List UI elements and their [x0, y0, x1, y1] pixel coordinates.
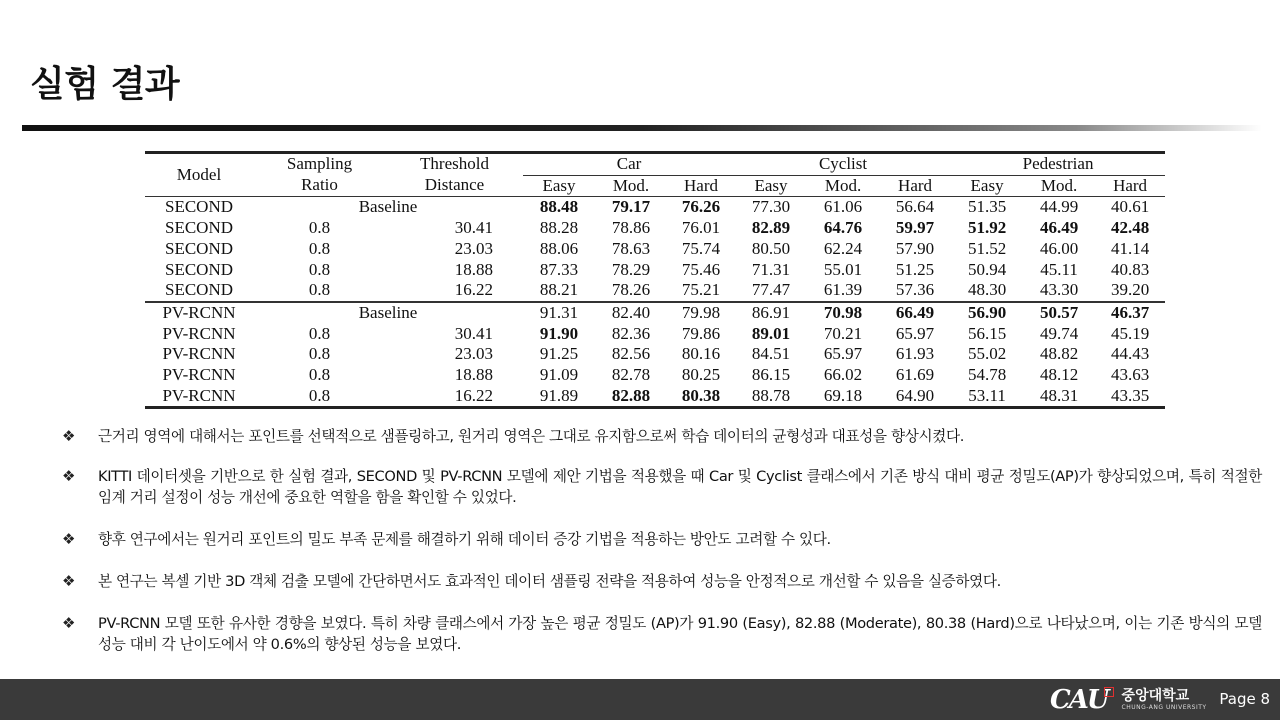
table-cell: 23.03 [454, 344, 493, 364]
table-row [145, 218, 1165, 239]
table-cell: 23.03 [454, 238, 493, 258]
table-cell: 80.25 [681, 365, 721, 385]
table-cell: 46.37 [1095, 302, 1165, 324]
table-cell: 88.48 [539, 197, 579, 217]
table-cell: 57.36 [895, 280, 935, 300]
table-cell: 16.22 [454, 280, 493, 300]
table-cell: 16.22 [386, 386, 523, 408]
table-cell: 91.31 [523, 302, 595, 324]
table-cell: 64.90 [879, 386, 951, 408]
footer-bar [0, 679, 1280, 720]
table-cell: 46.49 [1039, 218, 1079, 238]
table-cell: 75.46 [681, 259, 721, 279]
table-cell: SECOND [164, 280, 233, 300]
table-cell: 82.88 [595, 386, 667, 408]
table-cell: 76.26 [681, 197, 721, 217]
table-cell: 40.83 [1110, 259, 1150, 279]
table-cell: 82.89 [751, 218, 791, 238]
table-cell: 70.98 [807, 302, 879, 324]
table-cell: SECOND [164, 238, 233, 258]
header-level: Hard [1095, 175, 1165, 197]
table-cell: 82.56 [611, 344, 651, 364]
table-cell: 89.01 [751, 323, 791, 343]
table-row [145, 239, 1165, 260]
header-threshold-1: Threshold [386, 153, 523, 176]
table-cell: 43.63 [1110, 365, 1150, 385]
table-cell: 55.01 [823, 259, 863, 279]
table-cell: 61.06 [823, 197, 863, 217]
table-row [145, 197, 1165, 218]
header-sampling-2: Ratio [253, 175, 386, 197]
logo-korean-name: 중앙대학교 [1121, 688, 1190, 704]
table-cell: 91.09 [539, 365, 579, 385]
table-cell: 88.21 [539, 280, 579, 300]
table-cell: 75.74 [681, 238, 721, 258]
bullet-item [62, 529, 1262, 550]
header-level: Hard [879, 175, 951, 197]
table-cell: PV-RCNN [162, 323, 236, 343]
table-cell: 79.98 [667, 302, 735, 324]
diamond-bullet-icon: ❖ [62, 530, 76, 548]
table-cell: 70.21 [823, 323, 863, 343]
table-cell: 18.88 [454, 259, 493, 279]
table-cell: 45.11 [1040, 259, 1078, 279]
table-cell: 87.33 [539, 259, 579, 279]
bullet-item [62, 426, 1262, 447]
header-level: Easy [735, 175, 807, 197]
table-cell: 39.20 [1110, 280, 1150, 300]
table-cell: 0.8 [308, 238, 331, 258]
header-model: Model [145, 153, 253, 197]
table-cell: 91.25 [539, 344, 579, 364]
table-cell: 48.31 [1023, 386, 1095, 408]
table-cell: 43.35 [1095, 386, 1165, 408]
table-cell: 61.93 [895, 344, 935, 364]
table-cell: 54.78 [967, 365, 1007, 385]
university-logo [1050, 683, 1207, 717]
logo-english-name: CHUNG-ANG UNIVERSITY [1121, 704, 1207, 711]
bullet-text: KITTI 데이터셋을 기반으로 한 실험 결과, SECOND 및 PV-RCNN 모델에 제안 기법을 적용했을 때 Car 및 Cyclist 클래스에서 기존 방식 대비 평균 정밀도(AP)가 향상되었으며, 특히 적절한 임계 거리 설정이 성능 개선에 중요한 역할을 함을 확인할 수 있었다. [98, 468, 1262, 506]
table-cell: 91.89 [523, 386, 595, 408]
bullet-text: 근거리 영역에 대해서는 포인트를 선택적으로 샘플링하고, 원거리 영역은 그대로 유지함으로써 학습 데이터의 균형성과 대표성을 향상시켰다. [98, 428, 964, 445]
table-row [145, 260, 1165, 281]
table-row [145, 302, 1165, 324]
title-divider [22, 125, 1262, 131]
results-table [145, 151, 1165, 409]
table-cell: 0.8 [308, 323, 331, 343]
table-cell: 49.74 [1039, 323, 1079, 343]
table-cell: 62.24 [823, 238, 863, 258]
table-row [145, 386, 1165, 408]
table-cell: 66.02 [823, 365, 863, 385]
table-cell: 66.49 [879, 302, 951, 324]
table-cell: 50.94 [967, 259, 1007, 279]
table-cell: 48.82 [1039, 344, 1079, 364]
table-cell: 65.97 [895, 323, 935, 343]
table-cell: 79.86 [681, 323, 721, 343]
table-cell: 77.47 [751, 280, 791, 300]
header-level: Easy [951, 175, 1023, 197]
header-level: Hard [667, 175, 735, 197]
diamond-bullet-icon: ❖ [62, 467, 76, 485]
table-cell: Baseline [253, 302, 523, 324]
table-cell: 55.02 [967, 344, 1007, 364]
table-cell: 77.30 [751, 197, 791, 217]
table-cell: 0.8 [308, 259, 331, 279]
table-cell: 88.78 [735, 386, 807, 408]
table-cell: 51.52 [967, 238, 1007, 258]
table-cell: 0.8 [308, 365, 331, 385]
diamond-bullet-icon: ❖ [62, 614, 76, 632]
table-cell: 78.29 [611, 259, 651, 279]
table-cell: 51.35 [967, 197, 1007, 217]
table-cell: 45.19 [1110, 323, 1150, 343]
table-cell: 51.25 [895, 259, 935, 279]
diamond-bullet-icon: ❖ [62, 427, 76, 445]
table-cell: 41.14 [1110, 238, 1150, 258]
table-cell: 48.12 [1039, 365, 1079, 385]
table-cell: 57.90 [895, 238, 935, 258]
second-rows [145, 197, 1165, 302]
table-cell: 88.06 [539, 238, 579, 258]
table-cell: 65.97 [823, 344, 863, 364]
table-cell: 46.00 [1039, 238, 1079, 258]
header-level: Mod. [595, 175, 667, 197]
table-cell: SECOND [164, 218, 233, 238]
table-cell: 79.17 [611, 197, 651, 217]
pvrcnn-rows [145, 302, 1165, 408]
table-cell: 56.90 [951, 302, 1023, 324]
table-cell: 50.57 [1023, 302, 1095, 324]
table-cell: 82.36 [611, 323, 651, 343]
table-cell: 69.18 [807, 386, 879, 408]
table-cell: 18.88 [454, 365, 493, 385]
table-cell: SECOND [164, 259, 233, 279]
table-row [145, 324, 1165, 345]
table-cell: 43.30 [1039, 280, 1079, 300]
table-cell: 78.63 [611, 238, 651, 258]
table-cell: 48.30 [967, 280, 1007, 300]
table-cell: 80.38 [667, 386, 735, 408]
bullet-item [62, 613, 1262, 655]
table-cell: PV-RCNN [162, 344, 236, 364]
table-cell: PV-RCNN [145, 302, 253, 324]
table-cell: 78.86 [611, 218, 651, 238]
table-row [145, 344, 1165, 365]
table-cell: 82.78 [611, 365, 651, 385]
header-level: Easy [523, 175, 595, 197]
table-cell: 51.92 [967, 218, 1007, 238]
results-table-wrap [145, 151, 1165, 409]
table-cell: 30.41 [454, 218, 493, 238]
logo-accent-box [1104, 687, 1114, 697]
header-group-pedestrian: Pedestrian [951, 153, 1165, 176]
table-cell: 61.39 [823, 280, 863, 300]
table-cell: 71.31 [751, 259, 791, 279]
slide-title: 실험 결과 [30, 64, 180, 105]
table-cell: 82.40 [595, 302, 667, 324]
table-cell: 56.64 [895, 197, 935, 217]
table-cell: 40.61 [1110, 197, 1150, 217]
diamond-bullet-icon: ❖ [62, 572, 76, 590]
table-cell: PV-RCNN [162, 365, 236, 385]
table-cell: 0.8 [308, 344, 331, 364]
bullet-text: 본 연구는 복셀 기반 3D 객체 검출 모델에 간단하면서도 효과적인 데이터 샘플링 전략을 적용하여 성능을 안정적으로 개선할 수 있음을 실증하였다. [98, 573, 1001, 590]
table-cell: 78.26 [611, 280, 651, 300]
bullet-text: 향후 연구에서는 원거리 포인트의 밀도 부족 문제를 해결하기 위해 데이터 증강 기법을 적용하는 방안도 고려할 수 있다. [98, 531, 831, 548]
logo-mark: CAU [1050, 685, 1108, 715]
bullet-item [62, 466, 1262, 508]
table-cell: 59.97 [895, 218, 935, 238]
table-cell: 76.01 [681, 218, 721, 238]
table-cell: 86.15 [751, 365, 791, 385]
header-group-cyclist: Cyclist [735, 153, 951, 176]
table-cell: 0.8 [308, 218, 331, 238]
table-cell: 56.15 [967, 323, 1007, 343]
bullet-item [62, 571, 1262, 592]
table-cell: 80.50 [751, 238, 791, 258]
table-cell: 75.21 [681, 280, 721, 300]
table-row [145, 280, 1165, 302]
table-cell: 84.51 [751, 344, 791, 364]
table-cell: SECOND [164, 197, 233, 217]
table-cell: 0.8 [308, 280, 331, 300]
table-cell: 91.90 [539, 323, 579, 343]
header-level: Mod. [1023, 175, 1095, 197]
table-cell: PV-RCNN [145, 386, 253, 408]
table-cell: 44.99 [1039, 197, 1079, 217]
header-level: Mod. [807, 175, 879, 197]
bullet-text: PV-RCNN 모델 또한 유사한 경향을 보였다. 특히 차량 클래스에서 가장 높은 평균 정밀도 (AP)가 91.90 (Easy), 82.88 (Moderate), 80.38 (Hard)으로 나타났으며, 이는 기존 방식의 모델 성능 대비 각 난이도에서 약 0.6%의 향상된 성능을 보였다. [98, 615, 1262, 653]
table-cell: 88.28 [539, 218, 579, 238]
table-cell: 42.48 [1110, 218, 1150, 238]
table-cell: 44.43 [1110, 344, 1150, 364]
table-row [145, 365, 1165, 386]
table-cell: 86.91 [735, 302, 807, 324]
header-threshold-2: Distance [386, 175, 523, 197]
table-cell: Baseline [358, 197, 418, 217]
table-cell: 0.8 [253, 386, 386, 408]
page-number: Page 8 [1219, 690, 1270, 708]
header-group-car: Car [523, 153, 735, 176]
table-cell: 64.76 [823, 218, 863, 238]
table-cell: 80.16 [681, 344, 721, 364]
table-cell: 30.41 [454, 323, 493, 343]
header-sampling-1: Sampling [253, 153, 386, 176]
table-cell: 53.11 [951, 386, 1023, 408]
table-cell: 61.69 [895, 365, 935, 385]
